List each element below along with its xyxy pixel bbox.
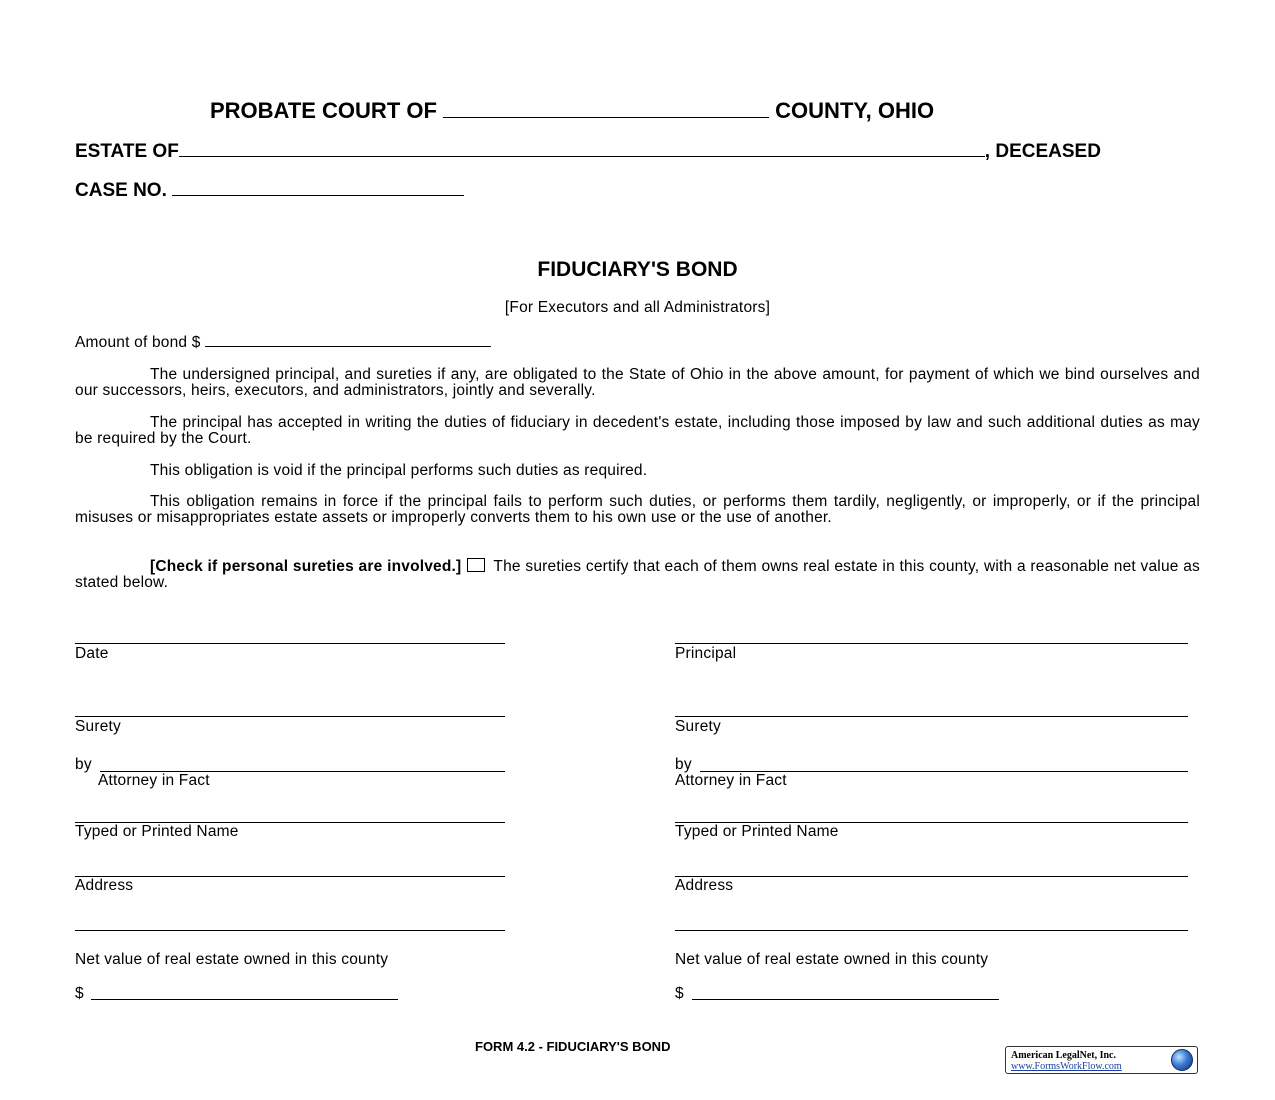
case-line <box>75 180 464 202</box>
american-legalnet-logo[interactable] <box>1005 1046 1198 1074</box>
check-text: The sureties certify that each of them owns real estate in this county, with a reasonable net value as stated below. <box>75 558 1200 591</box>
check-label: [Check if personal sureties are involved.] <box>150 558 462 575</box>
paragraph-sureties <box>75 558 1200 591</box>
left-attorney-label: Attorney in Fact <box>98 772 210 789</box>
date-label: Date <box>75 645 109 662</box>
paragraph-obligation: The undersigned principal, and sureties if any, are obligated to the State of Ohio in the above amount, for payment of which we bind ourselves and our successors, heirs, executors, and administrators, jointly and severally. <box>75 366 1200 399</box>
right-by-label: by <box>675 756 692 773</box>
estate-suffix: , DECEASED <box>984 141 1101 162</box>
right-dollar-sign: $ <box>675 985 684 1002</box>
left-surety-line[interactable] <box>75 716 505 717</box>
court-prefix: PROBATE COURT OF <box>210 98 437 123</box>
right-address-line-2[interactable] <box>675 930 1188 931</box>
right-surety-label: Surety <box>675 718 721 735</box>
court-suffix: COUNTY, OHIO <box>775 98 935 123</box>
left-surety-label: Surety <box>75 718 121 735</box>
date-line[interactable] <box>75 643 505 644</box>
right-attorney-label: Attorney in Fact <box>675 772 787 789</box>
paragraph-in-force: This obligation remains in force if the principal fails to perform such duties, or performs them tardily, negligently, or improperly, or if the principal misuses or misappropriates estate assets or improperly converts them to his own use or the use of another. <box>75 493 1200 526</box>
court-heading <box>210 98 934 124</box>
right-surety-line[interactable] <box>675 716 1188 717</box>
estate-name-field[interactable] <box>179 156 985 157</box>
right-address-line[interactable] <box>675 876 1188 877</box>
right-net-value-label: Net value of real estate owned in this county <box>675 951 989 968</box>
paragraph-duties: The principal has accepted in writing the duties of fiduciary in decedent's estate, including those imposed by law and such additional duties as may be required by the Court. <box>75 414 1200 447</box>
paragraph-void: This obligation is void if the principal performs such duties as required. <box>150 462 648 479</box>
form-subtitle: [For Executors and all Administrators] <box>504 299 771 316</box>
estate-line <box>75 141 1101 163</box>
logo-company-name: American LegalNet, Inc. <box>1011 1050 1116 1061</box>
principal-label: Principal <box>675 645 737 662</box>
left-net-value-field[interactable] <box>91 999 398 1000</box>
sureties-checkbox[interactable] <box>467 558 485 572</box>
left-dollar-sign: $ <box>75 985 84 1002</box>
globe-icon <box>1171 1049 1193 1071</box>
left-by-label: by <box>75 756 92 773</box>
principal-line[interactable] <box>675 643 1188 644</box>
right-typed-name-label: Typed or Printed Name <box>675 823 839 840</box>
right-address-label: Address <box>675 877 734 894</box>
county-field[interactable] <box>443 117 769 118</box>
estate-prefix: ESTATE OF <box>75 141 179 162</box>
left-address-label: Address <box>75 877 134 894</box>
case-number-field[interactable] <box>172 195 464 196</box>
amount-label: Amount of bond $ <box>75 334 201 351</box>
amount-field[interactable] <box>205 346 491 347</box>
case-label: CASE NO. <box>75 180 167 201</box>
form-title: FIDUCIARY'S BOND <box>537 258 738 281</box>
left-net-value-label: Net value of real estate owned in this county <box>75 951 389 968</box>
left-typed-name-label: Typed or Printed Name <box>75 823 239 840</box>
left-address-line-2[interactable] <box>75 930 505 931</box>
form-footer-label: FORM 4.2 - FIDUCIARY'S BOND <box>475 1039 671 1054</box>
amount-line <box>75 334 491 352</box>
right-net-value-field[interactable] <box>692 999 999 1000</box>
left-address-line[interactable] <box>75 876 505 877</box>
logo-url-link[interactable]: www.FormsWorkFlow.com <box>1011 1061 1122 1072</box>
